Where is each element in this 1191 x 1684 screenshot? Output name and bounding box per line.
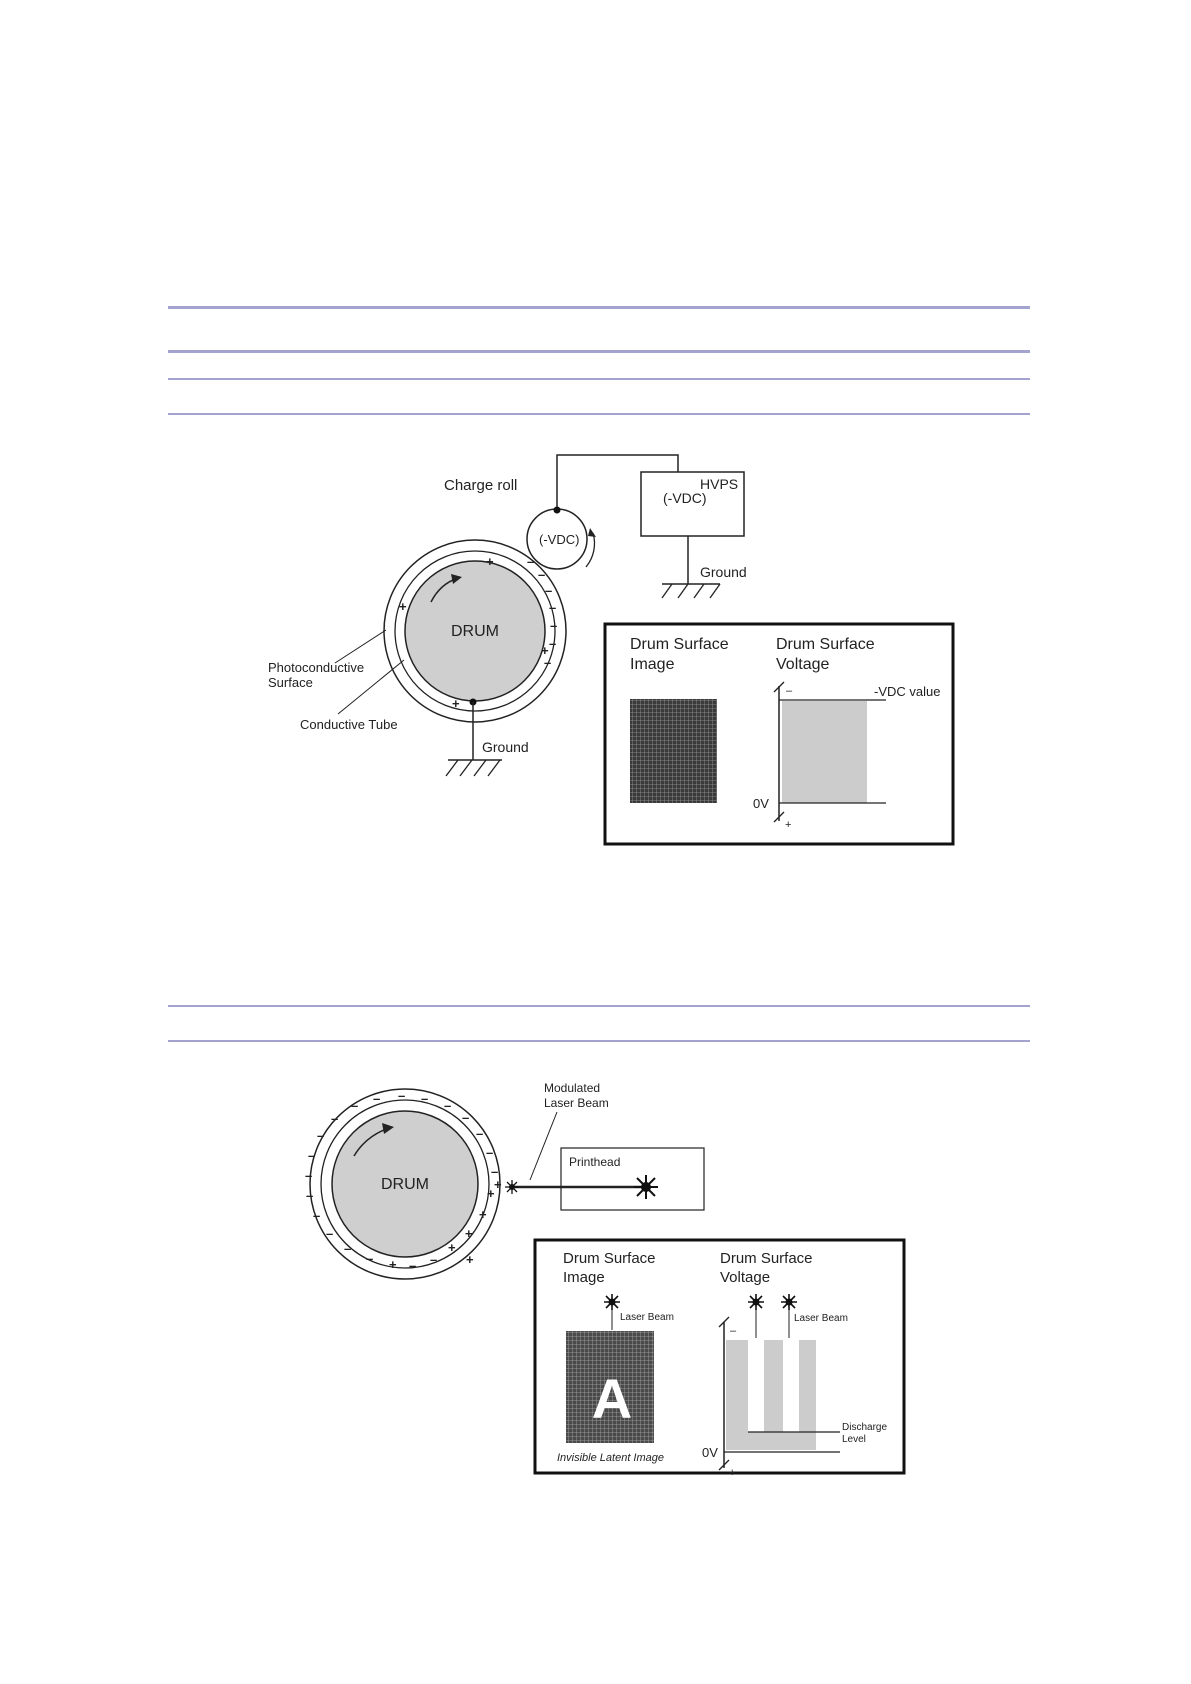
charged-surface-image bbox=[630, 699, 717, 803]
minus-sign: – bbox=[730, 1325, 737, 1337]
ground-label-hvps: Ground bbox=[700, 564, 747, 580]
inset-voltage-title: Drum Surface bbox=[776, 636, 875, 653]
svg-text:–: – bbox=[373, 1091, 381, 1106]
charging-figure bbox=[268, 455, 953, 844]
svg-text:+: + bbox=[466, 1252, 474, 1267]
laser-beam-label: Laser Beam bbox=[620, 1312, 674, 1323]
discharge-level-label: Discharge bbox=[842, 1422, 888, 1433]
plus-sign: + bbox=[729, 1467, 736, 1479]
svg-text:–: – bbox=[398, 1088, 406, 1103]
inset-image-title: Drum Surface bbox=[630, 636, 729, 653]
svg-text:–: – bbox=[305, 1168, 313, 1183]
roll-voltage-label: (-VDC) bbox=[539, 532, 580, 547]
photoconductive-label-line2: Surface bbox=[268, 675, 313, 690]
svg-text:+: + bbox=[448, 1240, 456, 1255]
svg-text:+: + bbox=[465, 1226, 473, 1241]
svg-text:–: – bbox=[538, 567, 546, 582]
svg-text:–: – bbox=[549, 600, 557, 615]
svg-text:–: – bbox=[549, 636, 557, 651]
plus-sign: + bbox=[785, 819, 792, 831]
vdc-value-label: -VDC value bbox=[874, 684, 941, 699]
modulated-laser-label-line2: Laser Beam bbox=[544, 1096, 609, 1110]
svg-text:–: – bbox=[344, 1241, 352, 1256]
svg-text:–: – bbox=[527, 554, 535, 569]
minus-sign: – bbox=[786, 685, 793, 697]
photoconductive-label: Photoconductive bbox=[268, 660, 365, 675]
conductive-tube-label: Conductive Tube bbox=[300, 717, 398, 732]
ground-label-drum: Ground bbox=[482, 739, 529, 755]
inset-image-title-line2: Image bbox=[563, 1269, 605, 1286]
svg-text:–: – bbox=[486, 1145, 494, 1160]
svg-text:–: – bbox=[317, 1128, 325, 1143]
svg-text:–: – bbox=[306, 1188, 314, 1203]
svg-text:+: + bbox=[389, 1257, 397, 1272]
svg-text:–: – bbox=[544, 655, 552, 670]
svg-text:+: + bbox=[399, 599, 407, 614]
inset-voltage-title-line2: Voltage bbox=[776, 656, 830, 673]
svg-text:–: – bbox=[421, 1091, 429, 1106]
svg-text:–: – bbox=[308, 1148, 316, 1163]
svg-text:–: – bbox=[326, 1226, 334, 1241]
svg-text:–: – bbox=[331, 1111, 339, 1126]
exposure-figure bbox=[305, 1081, 904, 1479]
svg-text:+: + bbox=[486, 554, 494, 569]
inset-image-title-line2: Image bbox=[630, 656, 675, 673]
drum-label: DRUM bbox=[451, 623, 499, 640]
zero-volt-label: 0V bbox=[702, 1445, 718, 1460]
laser-beam-label: Laser Beam bbox=[794, 1313, 848, 1324]
svg-text:–: – bbox=[476, 1126, 484, 1141]
laser-source-icon bbox=[634, 1175, 658, 1199]
svg-text:+: + bbox=[452, 696, 460, 711]
svg-text:+: + bbox=[541, 643, 549, 658]
svg-text:–: – bbox=[550, 618, 558, 633]
laser-beam-icon bbox=[748, 1294, 764, 1310]
svg-text:–: – bbox=[313, 1208, 321, 1223]
svg-text:+: + bbox=[479, 1207, 487, 1222]
charge-roll-label: Charge roll bbox=[444, 477, 518, 494]
zero-volt-label: 0V bbox=[753, 796, 769, 811]
charged-voltage-bar bbox=[782, 701, 867, 803]
inset-voltage-title-line2: Voltage bbox=[720, 1269, 771, 1286]
svg-text:–: – bbox=[366, 1251, 374, 1266]
svg-text:+: + bbox=[487, 1186, 495, 1201]
svg-text:–: – bbox=[409, 1258, 417, 1273]
svg-text:–: – bbox=[491, 1164, 499, 1179]
drum-label: DRUM bbox=[381, 1176, 429, 1193]
discharge-level-label-line2: Level bbox=[842, 1434, 866, 1445]
svg-text:–: – bbox=[444, 1098, 452, 1113]
svg-text:–: – bbox=[351, 1098, 359, 1113]
invisible-latent-image-label: Invisible Latent Image bbox=[557, 1452, 665, 1464]
laser-beam-icon bbox=[781, 1294, 797, 1310]
discharged-voltage-profile bbox=[726, 1340, 816, 1450]
inset-voltage-title: Drum Surface bbox=[720, 1250, 813, 1267]
latent-letter: A bbox=[591, 1367, 633, 1430]
modulated-laser-label: Modulated bbox=[544, 1081, 601, 1095]
laser-beam-icon bbox=[604, 1294, 620, 1310]
svg-text:–: – bbox=[545, 583, 553, 598]
svg-text:–: – bbox=[430, 1252, 438, 1267]
svg-text:–: – bbox=[462, 1110, 470, 1125]
printhead-label: Printhead bbox=[569, 1155, 621, 1169]
svg-text:+: + bbox=[494, 1177, 502, 1192]
laser-spot-icon bbox=[505, 1180, 519, 1194]
inset-image-title: Drum Surface bbox=[563, 1250, 656, 1267]
hvps-label: HVPS bbox=[700, 476, 739, 492]
hvps-voltage-label: (-VDC) bbox=[663, 490, 707, 506]
